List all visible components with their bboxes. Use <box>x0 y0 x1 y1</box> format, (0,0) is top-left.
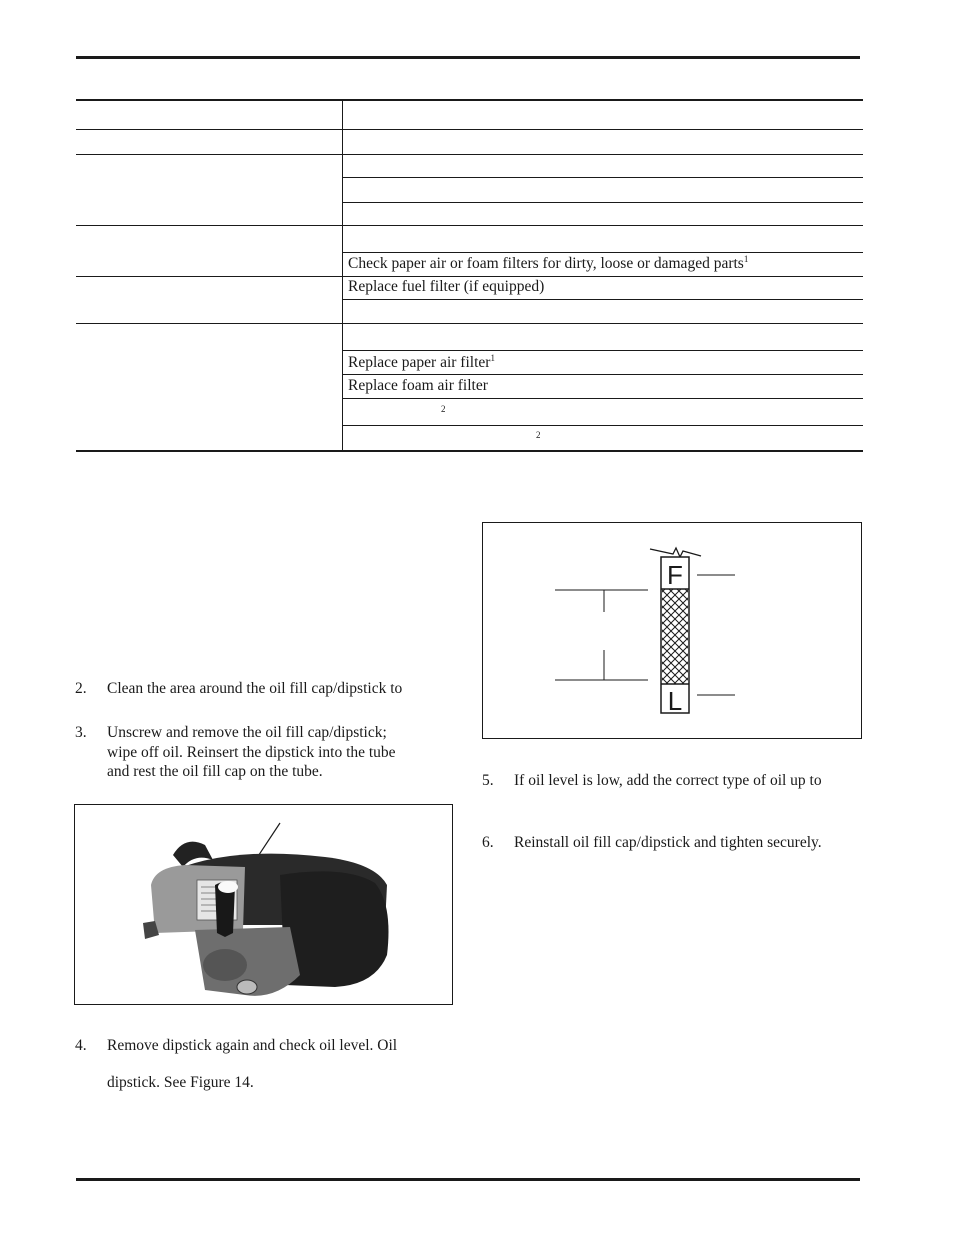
step-number: 6. <box>482 834 494 851</box>
step-number: 3. <box>75 724 87 741</box>
step-text: Reinstall oil fill cap/dipstick and tighten securely. <box>514 834 822 851</box>
step-number: 2. <box>75 680 87 697</box>
table-group-divider <box>76 276 863 277</box>
low-mark: L <box>667 686 683 716</box>
table-row-divider <box>342 177 863 178</box>
step-text: dipstick. See Figure 14. <box>107 1074 254 1091</box>
table-group-divider <box>76 154 863 155</box>
crankcase-detail <box>203 949 247 981</box>
table-row-divider <box>342 350 863 351</box>
break-line <box>650 548 701 557</box>
engine-illustration <box>75 805 452 1004</box>
step-text: Unscrew and remove the oil fill cap/dipstick; wipe off oil. Reinsert the dipstick into the tube and rest the oil fill cap on the tube. <box>107 724 396 780</box>
dipstick-diagram <box>483 523 861 738</box>
footnote-marker: 2 <box>536 430 541 440</box>
engine-photo-figure <box>74 804 453 1005</box>
table-cell: Replace fuel filter (if equipped) <box>348 278 545 295</box>
step-text: If oil level is low, add the correct type of oil up to <box>514 772 822 789</box>
table-top-border <box>76 99 863 101</box>
table-cell: Replace paper air filter$^1$ <box>348 353 495 372</box>
table-row-divider <box>342 299 863 300</box>
step-number: 4. <box>75 1037 87 1054</box>
table-group-divider <box>76 323 863 324</box>
table-row-divider <box>342 374 863 375</box>
table-row-divider <box>342 425 863 426</box>
table-column-divider <box>342 99 343 451</box>
step-4-continuation <box>107 1073 254 1093</box>
oil-fill-cap <box>218 881 238 893</box>
step-number: 5. <box>482 772 494 789</box>
full-mark: F <box>667 560 683 590</box>
step-text: Clean the area around the oil fill cap/dipstick to <box>107 680 403 697</box>
drain-plug <box>237 980 257 994</box>
step-text: Remove dipstick again and check oil level. Oil <box>107 1037 398 1054</box>
bottom-rule <box>76 1178 860 1181</box>
top-rule <box>76 56 860 59</box>
dipstick-figure <box>482 522 862 739</box>
table-header-divider <box>76 129 863 130</box>
table-group-divider <box>76 225 863 226</box>
table-row-divider <box>342 398 863 399</box>
table-cell: Replace foam air filter <box>348 377 488 394</box>
table-bottom-border <box>76 450 863 452</box>
table-row-divider <box>342 252 863 253</box>
table-row-divider <box>342 202 863 203</box>
maintenance-table <box>76 99 863 453</box>
dipstick-hatched-zone <box>662 589 688 684</box>
footnote-marker: 2 <box>441 404 446 414</box>
table-cell: Check paper air or foam filters for dirty, loose or damaged parts$^1$ <box>348 254 749 273</box>
